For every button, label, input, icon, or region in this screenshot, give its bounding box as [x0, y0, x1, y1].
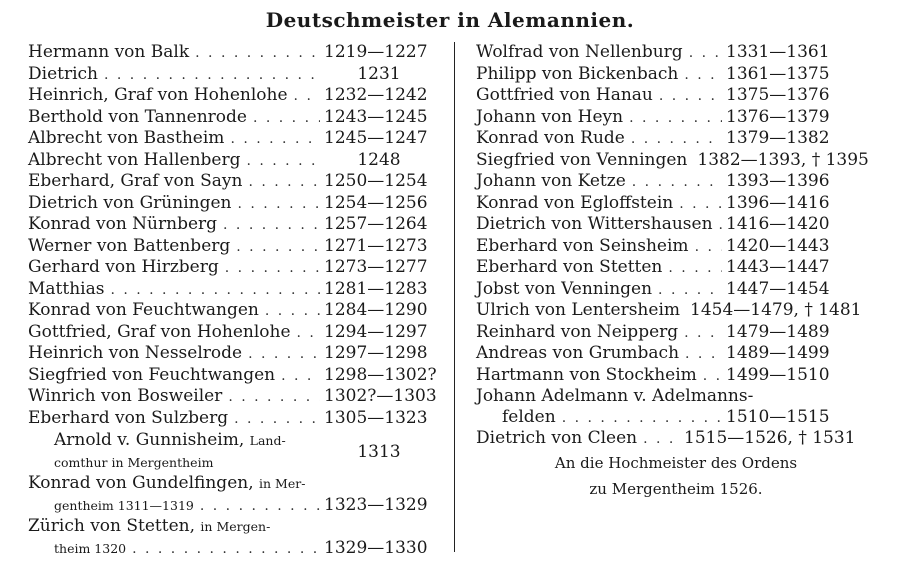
- leader-dots: [623, 108, 722, 129]
- leader-dots: [222, 387, 320, 408]
- master-name: Konrad von Feuchtwangen: [28, 300, 259, 320]
- years: 1243—1245: [324, 106, 428, 127]
- list-item: [476, 322, 876, 344]
- list-item: [476, 428, 876, 450]
- list-item-line1: [28, 516, 434, 538]
- master-name: Berthold von Tannenrode: [28, 106, 247, 127]
- list-item: [476, 214, 876, 236]
- years: 1219—1227: [324, 42, 428, 62]
- years: 1257—1264: [324, 214, 428, 234]
- list-item: [28, 171, 434, 193]
- list-item-line2: [28, 441, 434, 474]
- list-item: [476, 193, 876, 215]
- years: 1294—1297: [324, 321, 428, 342]
- list-item: [476, 150, 876, 172]
- list-item-line2: [476, 407, 876, 429]
- leader-dots: [662, 258, 722, 279]
- list-item-line2: [28, 538, 434, 560]
- list-item: [28, 322, 434, 344]
- master-name: Konrad von Nürnberg: [28, 214, 218, 234]
- master-name: Heinrich, Graf von Hohenlohe: [28, 85, 288, 105]
- leader-dots: [224, 129, 320, 150]
- list-item: [28, 364, 437, 387]
- master-name: Eberhard von Seinsheim: [476, 235, 689, 256]
- master-name: Eberhard von Sulzberg: [28, 407, 229, 428]
- master-name: Dietrich: [28, 63, 98, 84]
- leader-dots: [104, 280, 320, 301]
- leader-dots: [626, 172, 722, 193]
- master-name: Siegfried von Venningen: [476, 149, 688, 170]
- leader-dots: [653, 86, 722, 107]
- years: 1250—1254: [324, 171, 428, 191]
- leader-dots: [673, 194, 722, 215]
- list-item: [28, 193, 434, 215]
- leader-dots: [98, 65, 320, 86]
- list-item: [476, 343, 876, 365]
- years: 1479—1489: [726, 321, 830, 342]
- left-column: [28, 42, 437, 559]
- leader-dots: [247, 108, 320, 129]
- years: 1231: [357, 63, 401, 84]
- footnote-line2: zu Mergentheim 1526.: [589, 480, 763, 498]
- leader-dots: [230, 237, 320, 258]
- years: 1499—1510: [726, 364, 830, 385]
- master-name: Dietrich von Wittershausen: [476, 214, 713, 234]
- column-divider: [454, 42, 455, 552]
- leader-dots: [228, 409, 320, 430]
- master-name: Ulrich von Lentersheim: [476, 300, 680, 320]
- leader-dots: [259, 301, 320, 322]
- leader-dots: [637, 429, 680, 450]
- footnote-line1: An die Hochmeister des Ordens: [554, 454, 798, 472]
- master-name: Reinhard von Neipperg: [476, 321, 679, 342]
- list-item: [28, 150, 434, 172]
- years: 1420—1443: [726, 235, 830, 256]
- leader-dots: [679, 344, 722, 365]
- leader-dots: [625, 129, 722, 150]
- master-name: Winrich von Bosweiler: [28, 386, 223, 406]
- years: 1515—1526, † 1531: [684, 428, 856, 448]
- list-item: [28, 214, 434, 236]
- leader-dots: [556, 408, 722, 429]
- leader-dots: [217, 215, 320, 236]
- leader-dots: [697, 366, 722, 387]
- master-name: felden: [502, 406, 556, 427]
- years: 1254—1256: [324, 192, 428, 213]
- master-name: Jobst von Venningen: [476, 278, 653, 299]
- years: 1382—1393, † 1395: [697, 149, 869, 170]
- master-name: Wolfrad von Nellenburg: [476, 42, 683, 62]
- years: 1510—1515: [726, 406, 830, 427]
- list-item: [28, 128, 434, 150]
- master-name: Dietrich von Cleen: [476, 428, 638, 448]
- leader-dots: [240, 151, 320, 172]
- years: 1375—1376: [726, 85, 830, 105]
- master-name: Werner von Battenberg: [28, 235, 231, 256]
- list-item: [476, 128, 876, 150]
- master-name: Philipp von Bickenbach: [476, 63, 679, 84]
- years: 1297—1298: [324, 343, 428, 363]
- leader-dots: [189, 43, 320, 64]
- master-name: Konrad von Gundelfingen,: [28, 473, 254, 493]
- master-name: Eberhard, Graf von Sayn: [28, 171, 243, 191]
- master-note: gentheim 1311—1319: [54, 497, 194, 513]
- list-item: [28, 257, 434, 279]
- master-name: Gottfried, Graf von Hohenlohe: [28, 321, 291, 342]
- leader-dots: [231, 194, 320, 215]
- leader-dots: [194, 496, 320, 517]
- leader-dots: [275, 366, 320, 387]
- years: 1361—1375: [726, 63, 830, 84]
- list-item: [476, 300, 876, 322]
- leader-dots: [242, 172, 320, 193]
- master-name: Johann Adelmann v. Adelmanns-: [476, 386, 754, 406]
- years: 1245—1247: [324, 128, 428, 148]
- master-name: Hermann von Balk: [28, 42, 190, 62]
- master-name: Johann von Heyn: [476, 106, 624, 127]
- list-item: [28, 408, 434, 430]
- master-name: Hartmann von Stockheim: [476, 364, 697, 385]
- list-item: [476, 85, 876, 107]
- master-name: Konrad von Rude: [476, 128, 625, 148]
- years: 1313: [357, 441, 401, 462]
- list-item: [476, 236, 876, 258]
- list-item: [476, 279, 876, 301]
- leader-dots: [219, 258, 320, 279]
- years: 1281—1283: [324, 278, 428, 299]
- list-item: [476, 365, 876, 387]
- years: 1329—1330: [324, 537, 428, 558]
- list-item: [28, 107, 434, 129]
- master-name: Gottfried von Hanau: [476, 85, 653, 105]
- leader-dots: [288, 86, 320, 107]
- years: 1376—1379: [726, 106, 830, 127]
- master-name: Johann von Ketze: [476, 171, 626, 191]
- note-fragment: in Mergen-: [200, 519, 271, 534]
- years: 1232—1242: [324, 85, 428, 105]
- years: 1489—1499: [726, 343, 830, 363]
- years: 1396—1416: [726, 192, 830, 213]
- years: 1379—1382: [726, 128, 830, 148]
- years: 1271—1273: [324, 235, 428, 256]
- leader-dots: [689, 237, 722, 258]
- list-item: [476, 64, 876, 86]
- years: 1298—1302?: [324, 364, 437, 385]
- years: 1305—1323: [324, 407, 428, 428]
- list-item: [28, 386, 437, 408]
- list-item: [28, 343, 434, 365]
- leader-dots: [713, 215, 722, 236]
- leader-dots: [678, 65, 722, 86]
- list-item: [476, 171, 876, 193]
- footnote: [476, 450, 876, 502]
- years: 1454—1479, † 1481: [690, 300, 862, 320]
- right-column: [476, 42, 876, 450]
- master-name: Heinrich von Nesselrode: [28, 343, 243, 363]
- leader-dots: [242, 344, 320, 365]
- list-item: [28, 64, 434, 86]
- list-item: [28, 300, 434, 322]
- years: 1447—1454: [726, 278, 830, 299]
- leader-dots: [126, 539, 320, 560]
- master-name: Albrecht von Bastheim: [28, 128, 225, 148]
- list-item-line2: [28, 495, 434, 517]
- years: 1323—1329: [324, 494, 428, 515]
- list-item: [476, 107, 876, 129]
- master-name: Gerhard von Hirzberg: [28, 257, 219, 277]
- master-name: Andreas von Grumbach: [476, 343, 680, 363]
- master-name: Albrecht von Hallenberg: [28, 149, 241, 170]
- master-name: Dietrich von Grüningen: [28, 192, 232, 213]
- list-item: [28, 85, 434, 107]
- years: 1302?—1303: [324, 386, 437, 406]
- years: 1443—1447: [726, 257, 830, 277]
- list-item-line1: [28, 473, 434, 495]
- list-item: [28, 236, 434, 258]
- master-name: Arnold v. Gunnisheim,: [54, 430, 245, 450]
- list-item: [476, 42, 876, 64]
- page-title: Deutschmeister in Alemannien.: [265, 8, 635, 32]
- leader-dots: [652, 280, 722, 301]
- master-name: Siegfried von Feuchtwangen: [28, 364, 276, 385]
- list-item: [476, 257, 876, 279]
- years: 1248: [357, 149, 401, 170]
- leader-dots: [291, 323, 320, 344]
- master-note: theim 1320: [54, 540, 127, 556]
- note-fragment: Land-: [249, 433, 286, 448]
- list-item: [28, 279, 434, 301]
- leader-dots: [683, 43, 722, 64]
- master-name: Konrad von Egloffstein: [476, 192, 674, 213]
- years: 1331—1361: [726, 42, 830, 62]
- list-item: [28, 42, 434, 64]
- list-item-line1: [476, 386, 876, 407]
- years: 1393—1396: [726, 171, 830, 191]
- master-name: Matthias: [28, 278, 105, 299]
- years: 1284—1290: [324, 300, 428, 320]
- years: 1273—1277: [324, 257, 428, 277]
- master-note: comthur in Mergentheim: [54, 454, 214, 470]
- master-name: Zürich von Stetten,: [28, 516, 196, 536]
- years: 1416—1420: [726, 214, 830, 234]
- master-name: Eberhard von Stetten: [476, 257, 663, 277]
- leader-dots: [678, 323, 722, 344]
- note-fragment: in Mer-: [259, 476, 306, 491]
